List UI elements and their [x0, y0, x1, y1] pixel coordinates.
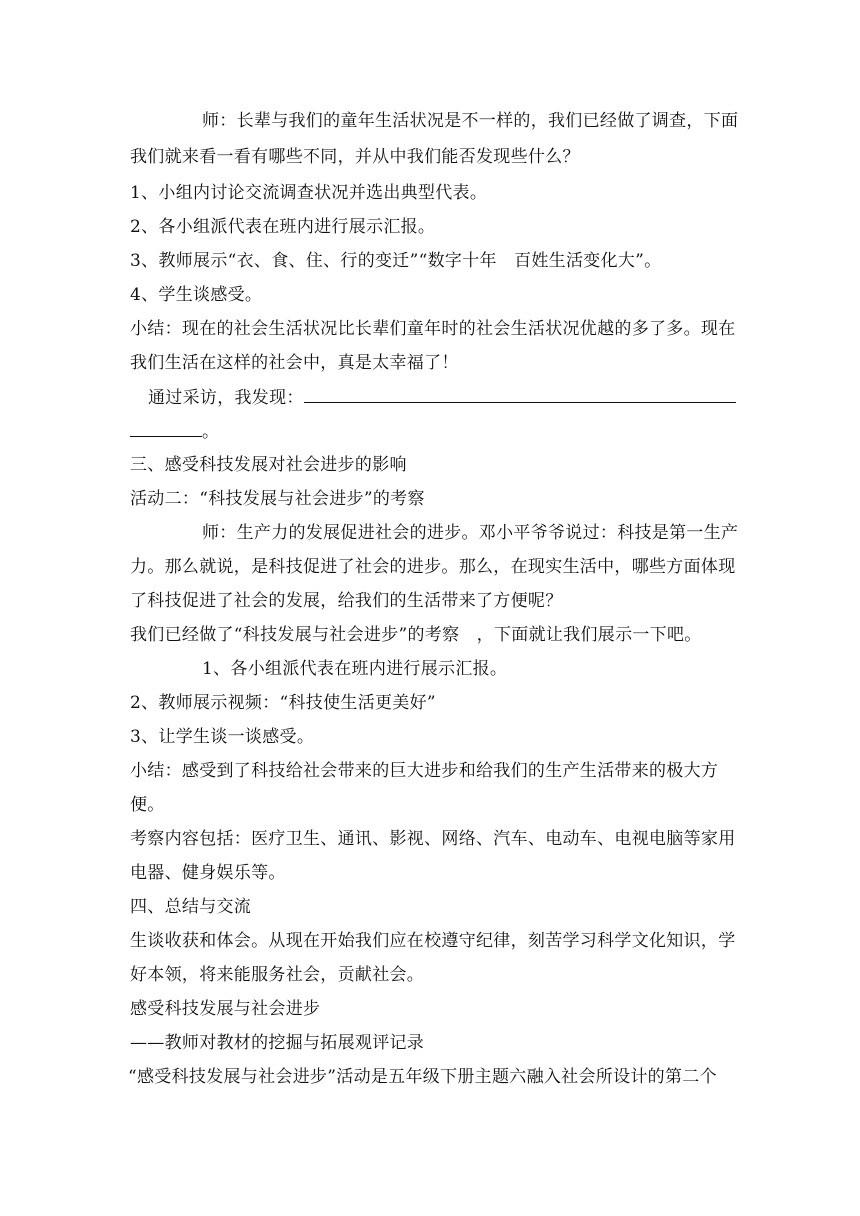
article-title: 感受科技发展与社会进步 — [130, 999, 321, 1019]
activity-heading: 活动二：“科技发展与社会进步”的考察 — [130, 489, 425, 509]
fill-in-line — [148, 386, 736, 409]
summary-line: 小结：现在的社会生活状况比长辈们童年时的社会生活状况优越的多了多。现在 — [130, 319, 736, 339]
paragraph-line: “感受科技发展与社会进步”活动是五年级下册主题六融入社会所设计的第二个 — [128, 1067, 717, 1087]
paragraph-line: 师：生产力的发展促进社会的进步。邓小平爷爷说过：科技是第一生产 — [202, 523, 739, 543]
section-heading: 四、总结与交流 — [130, 897, 252, 917]
list-item: 2、各小组派代表在班内进行展示汇报。 — [130, 217, 436, 237]
blank-underline — [304, 386, 736, 403]
list-item: 1、小组内讨论交流调查状况并选出典型代表。 — [130, 183, 488, 203]
list-item: 3、教师展示“衣、食、住、行的变迁”“数字十年 百姓生活变化大”。 — [130, 251, 662, 271]
fill-in-label: 通过采访，我发现： — [148, 388, 304, 408]
paragraph-line: 我们就来看一看有哪些不同，并从中我们能否发现些什么？ — [130, 147, 580, 167]
paragraph-line: 我们已经做了“科技发展与社会进步”的考察 ，下面就让我们展示一下吧。 — [130, 625, 702, 645]
paragraph-line: 了科技促进了社会的发展，给我们的生活带来了方便呢？ — [130, 591, 563, 611]
list-item: 2、教师展示视频：“科技使生活更美好” — [130, 693, 436, 713]
list-item: 4、学生谈感受。 — [130, 285, 263, 305]
list-item: 3、让学生谈一谈感受。 — [130, 727, 315, 747]
article-subtitle: ——教师对教材的挖掘与拓展观评记录 — [130, 1033, 425, 1053]
summary-line: 我们生活在这样的社会中，真是太幸福了！ — [130, 353, 459, 373]
summary-line: 小结：感受到了科技给社会带来的巨大进步和给我们的生产生活带来的极大方 — [130, 761, 719, 781]
list-item: 1、各小组派代表在班内进行展示汇报。 — [202, 659, 508, 679]
paragraph-line: 生谈收获和体会。从现在开始我们应在校遵守纪律，刻苦学习科学文化知识，学 — [130, 931, 736, 951]
fill-in-end: 。 — [202, 422, 220, 442]
blank-underline — [130, 420, 202, 437]
section-heading: 三、感受科技发展对社会进步的影响 — [130, 455, 407, 475]
fill-in-continuation — [130, 420, 219, 443]
paragraph-line: 电器、健身娱乐等。 — [130, 863, 286, 883]
paragraph-line: 力。那么就说，是科技促进了社会的进步。那么，在现实生活中，哪些方面体现 — [130, 557, 736, 577]
paragraph-line: 师：长辈与我们的童年生活状况是不一样的，我们已经做了调查，下面 — [202, 111, 739, 131]
summary-line: 便。 — [130, 795, 165, 815]
paragraph-line: 好本领，将来能服务社会，贡献社会。 — [130, 965, 425, 985]
paragraph-line: 考察内容包括：医疗卫生、通讯、影视、网络、汽车、电动车、电视电脑等家用 — [130, 829, 736, 849]
